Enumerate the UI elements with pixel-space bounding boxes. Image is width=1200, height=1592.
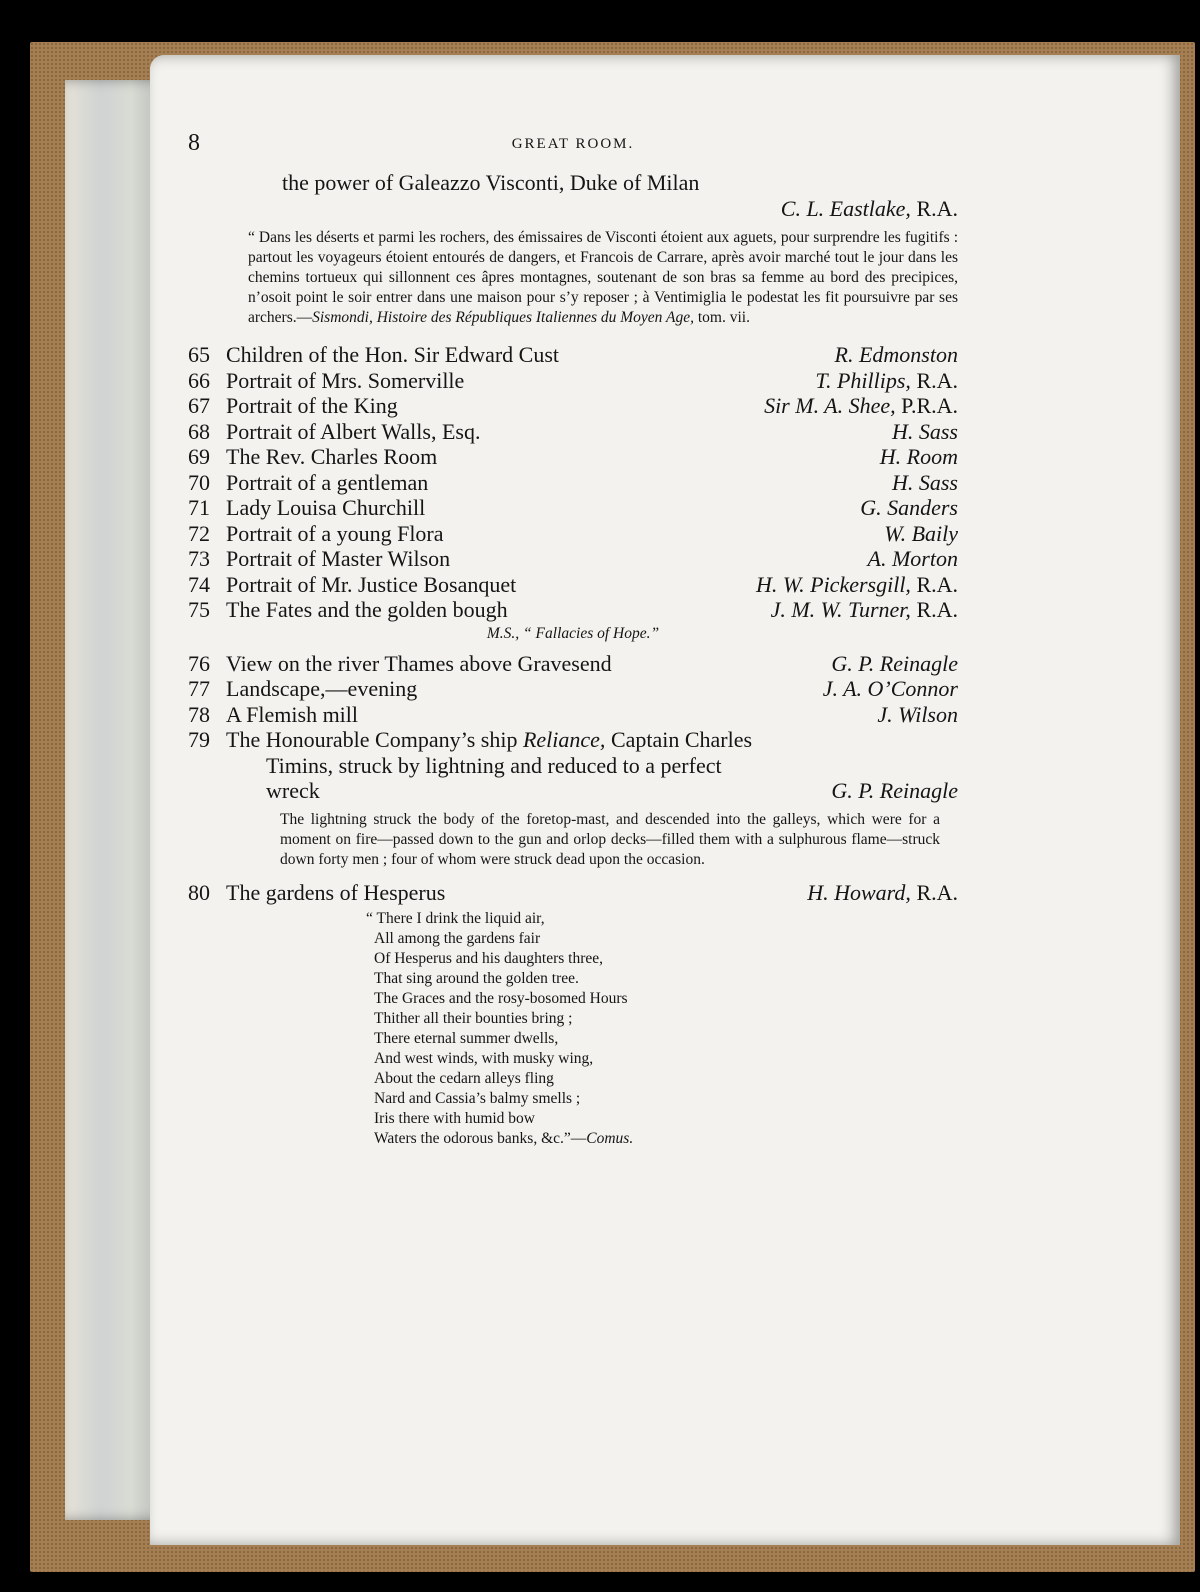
- catalogue-entry: [188, 444, 958, 470]
- entry-number: 78: [188, 701, 210, 727]
- poem-line: [366, 1029, 958, 1049]
- running-head: GREAT ROOM.: [511, 136, 635, 152]
- artist-name: G. P. Reinagle: [831, 650, 958, 676]
- poem-line-text: Iris there with humid bow: [374, 1110, 536, 1127]
- catalogue-entry-79: [188, 727, 958, 753]
- catalogue-entry: [188, 342, 958, 368]
- entry-artist: [831, 651, 958, 677]
- poem-line-text: Of Hesperus and his daughters three,: [374, 950, 603, 967]
- poem-line-text: “ There I drink the liquid air,: [366, 910, 545, 927]
- artist-name: A. Morton: [867, 546, 958, 571]
- poem-line-text: Thither all their bounties bring ;: [374, 1010, 573, 1027]
- quote-tail: tom. vii.: [693, 309, 750, 326]
- poem-line-text: Waters the odorous banks, &c.”—: [374, 1130, 587, 1147]
- catalogue-entry: [188, 495, 958, 521]
- poem-line: [366, 1049, 958, 1069]
- artist-name: Sir M. A. Shee,: [764, 393, 896, 418]
- catalogue-entries-76-78: [188, 651, 958, 728]
- entry-title: Portrait of the King: [226, 393, 398, 418]
- page-header: [188, 130, 958, 170]
- entry-title: Portrait of a young Flora: [226, 520, 444, 546]
- artist-suffix: R.A.: [910, 571, 958, 597]
- catalogue-entry: [188, 470, 958, 496]
- entry-title: A Flemish mill: [226, 701, 359, 727]
- entry-number: 65: [188, 342, 210, 367]
- entry-artist: [823, 676, 958, 702]
- artist-suffix: R.A.: [916, 196, 958, 221]
- entry-number: 68: [188, 418, 210, 444]
- artist-suffix: R.A.: [910, 597, 958, 622]
- entry-75-note: M.S., “ Fallacies of Hope.”: [486, 624, 660, 642]
- artist-suffix: P.R.A.: [895, 393, 958, 418]
- artist-suffix: R.A.: [910, 879, 958, 905]
- entry-number: 70: [188, 469, 210, 495]
- entry-artist: [868, 546, 958, 572]
- entry-number: 71: [188, 495, 210, 520]
- artist-name: T. Phillips,: [815, 367, 911, 393]
- artist-name: G. Sanders: [860, 495, 958, 520]
- entry-number: 80: [188, 879, 210, 905]
- quote-text: “ Dans les déserts et parmi les rochers, des émissaires de Visconti étoient aux aguets, pour surprendre les fugitifs : partout les voyageurs étoient entourés de dangers, et Francois de Carrare, après avoir marché tout le jour dans les chemins tortueux qui sillonnent ces âpres montagnes, soutenant de son bras sa femme au bord des precipices, n’osoit point le soir entrer dans une maison pour s’y reposer ; à Ventimiglia le podestat les fit poursuivre par ses archers.—: [248, 229, 958, 326]
- entry-number: 69: [188, 444, 210, 469]
- artist-name: W. Baily: [884, 520, 958, 546]
- entry-artist: [880, 444, 958, 470]
- entry-artist: G. P. Reinagle: [831, 778, 958, 803]
- entry-title-part: The Honourable Company’s ship: [226, 727, 523, 752]
- entry-artist: [877, 702, 958, 728]
- entry-artist: [764, 393, 958, 419]
- ship-name: Reliance,: [522, 727, 606, 752]
- artist-name: C. L. Eastlake,: [780, 196, 911, 221]
- catalogue-entry: [188, 393, 958, 419]
- entry-title: Portrait of Master Wilson: [226, 546, 451, 571]
- poem-line: [366, 929, 958, 949]
- artist-name: H. Howard,: [807, 879, 911, 905]
- poem-line: [366, 1129, 958, 1149]
- poem-line: [366, 969, 958, 989]
- entry-number: 73: [188, 546, 210, 571]
- entry-number: 76: [188, 650, 210, 676]
- poem-line-text: All among the gardens fair: [374, 930, 541, 947]
- leader-space: [320, 778, 832, 804]
- entry-title: The Rev. Charles Room: [226, 444, 438, 469]
- poem-source: Comus.: [586, 1130, 634, 1147]
- entry-title-continued: wreck: [266, 778, 320, 803]
- entry-title-part: Captain Charles: [605, 727, 753, 752]
- artist-name: H. Sass: [891, 469, 958, 495]
- poem-line-text: The Graces and the rosy-bosomed Hours: [374, 990, 628, 1007]
- poem-line-text: Nard and Cassia’s balmy smells ;: [374, 1090, 581, 1107]
- entry-title: Portrait of Mr. Justice Bosanquet: [226, 571, 517, 597]
- poem-line-text: About the cedarn alleys fling: [374, 1070, 554, 1087]
- entry-79-line-3: [266, 778, 958, 804]
- entry-79-note: The lightning struck the body of the foretop-mast, and descended into the galleys, which were for a moment on fire—passed down to the gun and orlop decks—filled them with a sulphurous flame—struck down forty men ; four of whom were struck dead upon the occasion.: [280, 810, 940, 868]
- artist-name: H. Room: [879, 444, 958, 469]
- entry-number: 67: [188, 393, 210, 418]
- entry-artist: [860, 495, 958, 521]
- catalogue-entry-80: [188, 880, 958, 906]
- entry-artist: [835, 342, 958, 368]
- artist-name: H. W. Pickersgill,: [755, 571, 911, 597]
- poem-line: [366, 1009, 958, 1029]
- catalogue-entry: [188, 521, 958, 547]
- entry-artist: [771, 597, 958, 623]
- catalogue-entry: [188, 419, 958, 445]
- catalogue-entries-65-75: [188, 342, 958, 623]
- poem-line: [366, 1109, 958, 1129]
- entry-number: 75: [188, 597, 210, 622]
- quote-source: Sismondi, Histoire des Républiques Italiennes du Moyen Age,: [312, 309, 694, 326]
- entry-title: Landscape,—evening: [226, 676, 418, 701]
- artist-name: J. M. W. Turner,: [770, 597, 911, 622]
- entry-title: Portrait of Albert Walls, Esq.: [226, 418, 481, 444]
- entry-artist: [807, 880, 958, 906]
- page-number: 8: [188, 130, 200, 156]
- entry-number: 72: [188, 520, 210, 546]
- entry-number: 79: [188, 727, 210, 752]
- poem-line: [366, 989, 958, 1009]
- artist-suffix: R.A.: [910, 367, 958, 393]
- continued-artist: [188, 196, 958, 222]
- entry-artist: [815, 368, 958, 394]
- artist-name: H. Sass: [891, 418, 958, 444]
- entry-title: View on the river Thames above Gravesend: [226, 650, 612, 676]
- poem-line: [366, 1089, 958, 1109]
- comus-poem: [366, 909, 958, 1149]
- poem-line: [366, 909, 958, 929]
- poem-line: [366, 1069, 958, 1089]
- entry-title: Lady Louisa Churchill: [226, 495, 426, 520]
- entry-title: [226, 727, 752, 753]
- entry-artist: [756, 572, 958, 598]
- artist-name: J. Wilson: [877, 701, 958, 727]
- entry-title: Portrait of Mrs. Somerville: [226, 367, 465, 393]
- entry-artist: [892, 419, 958, 445]
- entry-number: 77: [188, 676, 210, 701]
- sismondi-quote: [248, 228, 958, 328]
- artist-name: R. Edmonston: [834, 342, 958, 367]
- catalogue-entry: [188, 572, 958, 598]
- catalogue-entry: [188, 676, 958, 702]
- entry-title: The Fates and the golden bough: [226, 597, 508, 622]
- catalogue-entry: [188, 368, 958, 394]
- catalogue-entry: [188, 702, 958, 728]
- entry-artist: [892, 470, 958, 496]
- continued-title: the power of Galeazzo Visconti, Duke of Milan: [282, 170, 700, 195]
- poem-line-text: And west winds, with musky wing,: [374, 1050, 594, 1067]
- entry-title: Portrait of a gentleman: [226, 469, 429, 495]
- entry-title-continued: Timins, struck by lightning and reduced to a perfect: [266, 752, 722, 778]
- entry-title: Children of the Hon. Sir Edward Cust: [226, 342, 560, 367]
- poem-line-text: There eternal summer dwells,: [374, 1030, 559, 1047]
- poem-line: [366, 949, 958, 969]
- entry-number: 66: [188, 367, 210, 393]
- page-content: [188, 130, 958, 1149]
- catalogue-entry: [188, 546, 958, 572]
- entry-79-line-2: [266, 753, 958, 779]
- entry-number: 74: [188, 571, 210, 597]
- entry-artist: [884, 521, 958, 547]
- catalogue-entry: [188, 651, 958, 677]
- artist-name: J. A. O’Connor: [822, 676, 958, 701]
- catalogue-entry: [188, 597, 958, 623]
- poem-line-text: That sing around the golden tree.: [374, 970, 579, 987]
- entry-title: The gardens of Hesperus: [226, 879, 446, 905]
